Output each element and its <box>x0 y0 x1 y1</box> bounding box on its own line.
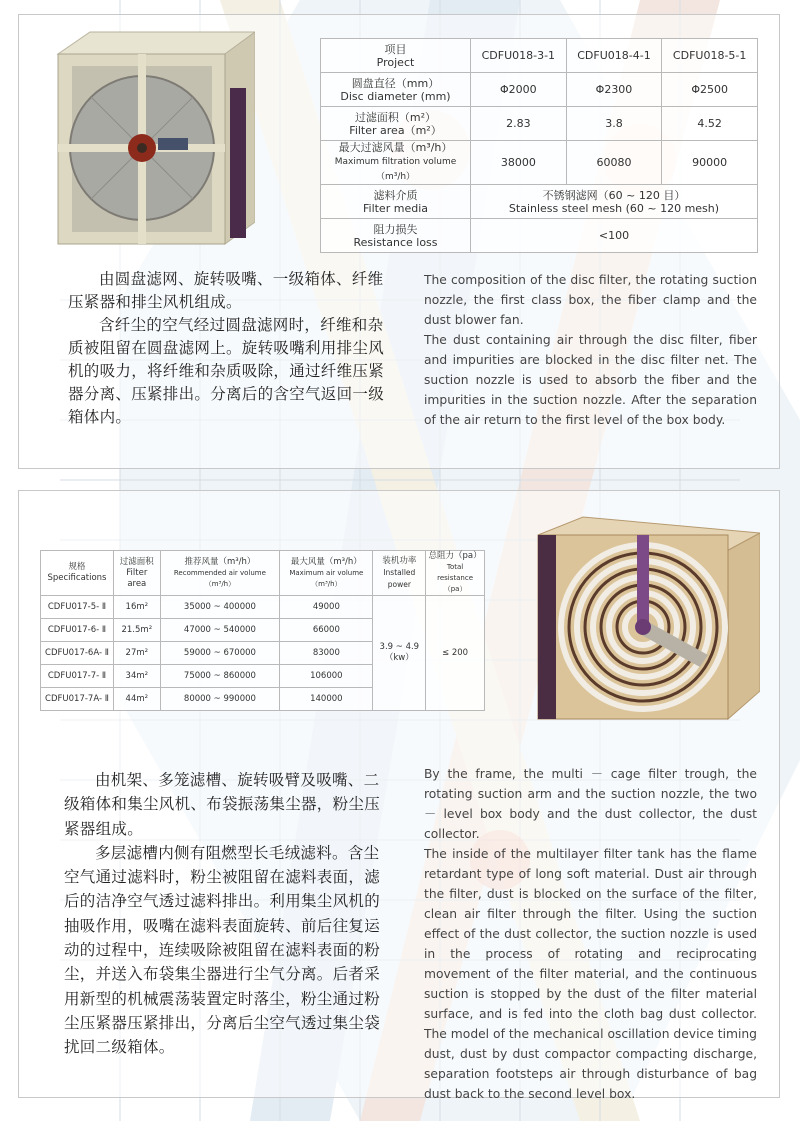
paragraph: 含纤尘的空气经过圆盘滤网时，纤维和杂质被阻留在圆盘滤网上。旋转吸嘴利用排尘风机的吸力，将纤维和杂质吸除，通过纤维压紧器分离、压紧排出。分离后的含空气返回一级箱体内。 <box>68 316 385 426</box>
cell-power: 3.9 ~ 4.9 （kw） <box>373 596 426 711</box>
section1-english-text <box>424 270 757 430</box>
table-row <box>321 185 758 219</box>
label-cn: 过滤面积（m²） <box>354 110 437 124</box>
header-model-2: CDFU018-4-1 <box>566 39 662 73</box>
row-label <box>321 219 471 253</box>
label-en: Specifications <box>47 573 107 583</box>
label-en: Filter area（m²） <box>349 123 442 137</box>
header-area <box>113 551 160 596</box>
section2-chinese-text <box>64 768 384 1060</box>
cell-max: 106000 <box>280 665 373 688</box>
cage-filter-spec-table <box>40 550 485 711</box>
table-row <box>321 73 758 107</box>
label-cn: 装机功率 <box>382 555 417 566</box>
header-resistance <box>426 551 485 596</box>
header-power <box>373 551 426 596</box>
paragraph: 由机架、多笼滤槽、旋转吸臂及吸嘴、二级箱体和集尘风机、布袋振荡集尘器，粉尘压紧器组成。 <box>64 771 381 838</box>
cell-area: 44m² <box>113 688 160 711</box>
cell-recommended: 59000 ~ 670000 <box>160 642 280 665</box>
cell-area: 27m² <box>113 642 160 665</box>
cell-value: 38000 <box>471 141 567 185</box>
label-en: Recommended air volume（m³/h） <box>173 568 266 588</box>
label-cn: 规格 <box>68 562 86 572</box>
disc-filter-photo <box>50 26 255 248</box>
section1-chinese-text <box>68 268 388 429</box>
label-en: Filter area <box>126 567 148 589</box>
cage-filter-photo <box>528 515 760 725</box>
row-label <box>321 73 471 107</box>
label-cn: 滤料介质 <box>373 188 418 202</box>
label-cn: 总阻力（pa） <box>428 551 482 561</box>
header-model-1: CDFU018-3-1 <box>471 39 567 73</box>
cell-max: 140000 <box>280 688 373 711</box>
row-label <box>321 185 471 219</box>
cell-area: 16m² <box>113 596 160 619</box>
label-en: Maximum filtration volume（m³/h） <box>334 157 457 182</box>
cell-spec: CDFU017-6- Ⅱ <box>41 619 114 642</box>
cell-value: 90000 <box>662 141 758 185</box>
label-cn: 最大过滤风量（m³/h） <box>338 141 453 154</box>
row-label <box>321 107 471 141</box>
cell-area: 21.5m² <box>113 619 160 642</box>
cell-value <box>471 185 758 219</box>
row-label <box>321 141 471 185</box>
paragraph: The dust containing air through the disc filter, fiber and impurities are blocked in the disc filter net. The suction nozzle is used to absorb the fiber and the impurities in the suction nozzle. After the separation of the air return to the first level of the box body. <box>424 333 757 427</box>
cell-value: 2.83 <box>471 107 567 141</box>
label-cn: 推荐风量（m³/h） <box>184 556 256 567</box>
header-max <box>280 551 373 596</box>
value-cn: 不锈钢滤网（60 ~ 120 目） <box>542 188 686 202</box>
paragraph: 由圆盘滤网、旋转吸嘴、一级箱体、纤维压紧器和排尘风机组成。 <box>68 270 384 311</box>
cell-value: Φ2500 <box>662 73 758 107</box>
cell-spec: CDFU017-6A- Ⅱ <box>41 642 114 665</box>
cell-max: 66000 <box>280 619 373 642</box>
cell-max: 49000 <box>280 596 373 619</box>
label-en: Filter media <box>362 201 428 215</box>
label-en: Disc diameter (mm) <box>340 89 451 103</box>
table-row <box>321 107 758 141</box>
label-cn: 阻力损失 <box>373 222 418 236</box>
paragraph: The inside of the multilayer filter tank has the flame retardant type of long soft material. Dust air through the filter, dust is blocked on the surface of the filter, clean air filter through the filter. Using the suction effect of the dust collector, the suction nozzle is used in the process of rotating and reciprocating movement of the filter material, and the continuous suction is stopped by the dust of the filter material surface, and is fed into the cloth bag dust collector. The model of the mechanical oscillation device timing dust, dust by dust compactor compacting discharge, separation footsteps air through disturbance of bag dust back to the second level box. <box>424 847 757 1101</box>
value-en: Stainless steel mesh (60 ~ 120 mesh) <box>508 201 720 215</box>
cell-recommended: 75000 ~ 860000 <box>160 665 280 688</box>
cell-recommended: 80000 ~ 990000 <box>160 688 280 711</box>
section2-english-text <box>424 764 757 1104</box>
label-en: Resistance loss <box>353 235 438 249</box>
cell-spec: CDFU017-7- Ⅱ <box>41 665 114 688</box>
cell-value: 3.8 <box>566 107 662 141</box>
label-en: Maximum air volume（m³/h） <box>289 568 364 588</box>
cell-spec: CDFU017-5- Ⅱ <box>41 596 114 619</box>
label-cn: 圆盘直径（mm） <box>351 76 440 90</box>
table-row <box>41 596 485 619</box>
cell-spec: CDFU017-7A- Ⅱ <box>41 688 114 711</box>
label-cn: 过滤面积 <box>119 556 154 567</box>
header-spec <box>41 551 114 596</box>
header-model-3: CDFU018-5-1 <box>662 39 758 73</box>
cell-value: Φ2000 <box>471 73 567 107</box>
header-recommended <box>160 551 280 596</box>
cell-recommended: 47000 ~ 540000 <box>160 619 280 642</box>
cell-value: 4.52 <box>662 107 758 141</box>
label-cn: 最大风量（m³/h） <box>290 556 362 567</box>
cell-area: 34m² <box>113 665 160 688</box>
paragraph: The composition of the disc filter, the rotating suction nozzle, the first class box, the fiber clamp and the dust blower fan. <box>424 273 757 327</box>
cell-max: 83000 <box>280 642 373 665</box>
disc-filter-spec-table <box>320 38 758 253</box>
table-row <box>321 141 758 185</box>
cell-value: 60080 <box>566 141 662 185</box>
cell-value: Φ2300 <box>566 73 662 107</box>
paragraph: By the frame, the multi － cage filter trough, the rotating suction arm and the suction nozzle, the two － level box body and the dust collector, the dust collector. <box>424 767 757 841</box>
header-project: 项目 Project <box>321 39 471 73</box>
table-row <box>321 219 758 253</box>
cell-resistance: ≤ 200 <box>426 596 485 711</box>
paragraph: 多层滤槽内侧有阻燃型长毛绒滤料。含尘空气通过滤料时，粉尘被阻留在滤料表面，滤后的洁净空气透过滤料排出。利用集尘风机的抽吸作用，吸嘴在滤料表面旋转、前后往复运动的过程中，连续吸除被阻留在滤料表面的粉尘，并送入布袋集尘器进行尘气分离。后者采用新型的机械震荡装置定时落尘，粉尘通过粉尘压紧器压紧排出，分离后尘空气透过集尘袋扰回二级箱体。 <box>64 843 381 1057</box>
cell-recommended: 35000 ~ 400000 <box>160 596 280 619</box>
cell-value: <100 <box>471 219 758 253</box>
label-en: Installed power <box>383 567 416 589</box>
label-en: Total resistance（pa） <box>437 563 474 593</box>
